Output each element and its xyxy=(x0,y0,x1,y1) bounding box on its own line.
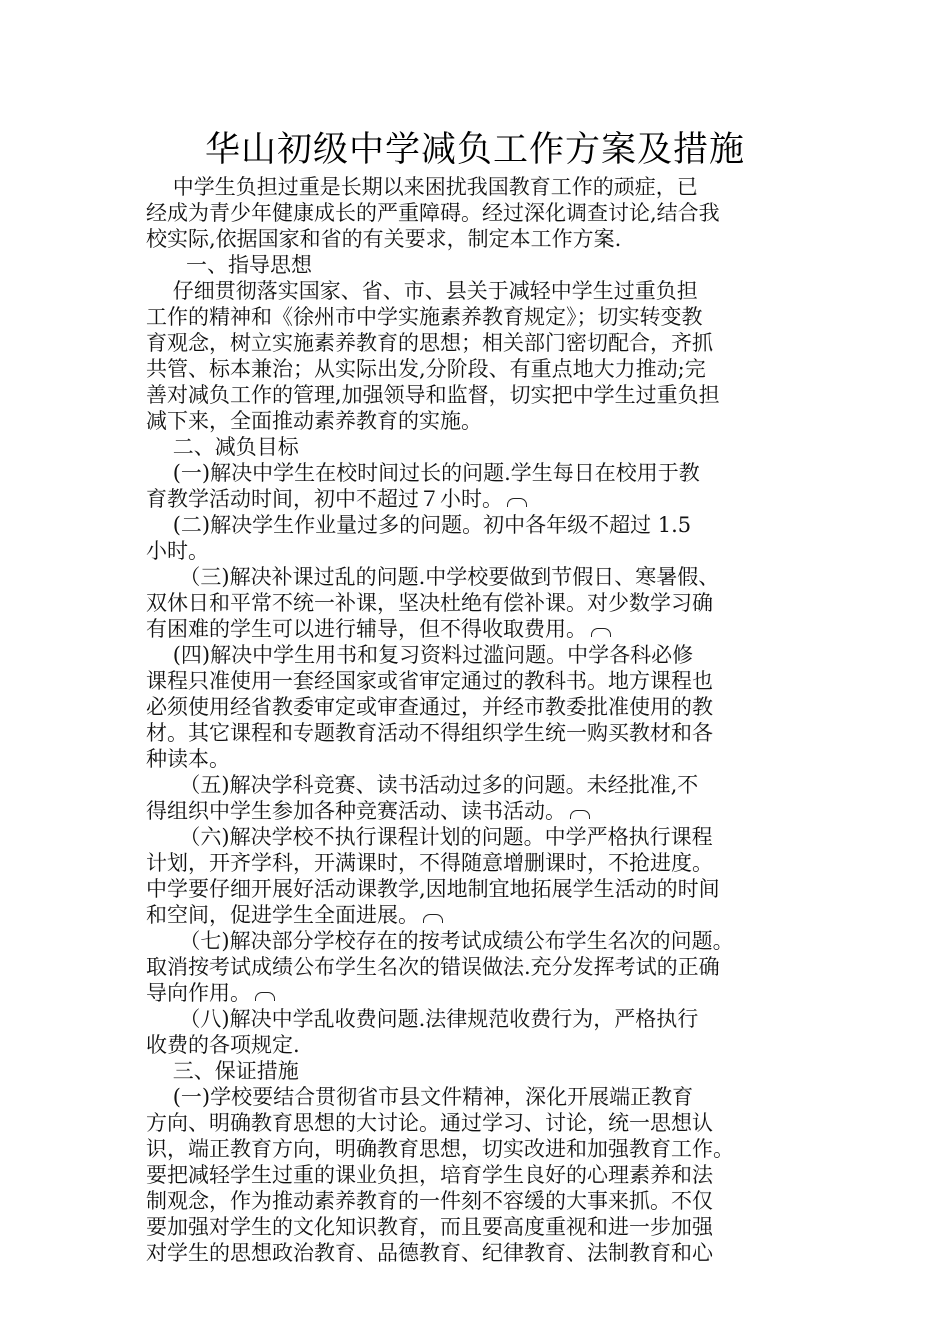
body-line-text: 三、保证措施 xyxy=(146,1059,299,1083)
body-line-text: (四)解决中学生用书和复习资料过滥问题。中学各科必修 xyxy=(146,643,694,667)
body-line xyxy=(146,460,818,486)
body-line xyxy=(146,1240,818,1266)
body-line-text: 共管、标本兼治；从实际出发,分阶段、有重点地大力推动;完 xyxy=(146,357,706,381)
body-line xyxy=(146,1006,818,1032)
body-line-text: 有困难的学生可以进行辅导，但不得收取费用。 xyxy=(146,617,587,641)
body-line-text: 得组织中学生参加各种竞赛活动、读书活动。 xyxy=(146,799,566,823)
body-line-text: 课程只准使用一套经国家或省审定通过的教科书。地方课程也 xyxy=(146,669,713,693)
body-line xyxy=(146,174,818,200)
body-line-text: 仔细贯彻落实国家、省、市、县关于减轻中学生过重负担 xyxy=(146,279,698,303)
body-line-text: （七)解决部分学校存在的按考试成绩公布学生名次的问题。 xyxy=(146,929,734,953)
body-line-text: (二)解决学生作业量过多的问题。初中各年级不超过 1.5 xyxy=(146,513,692,537)
body-line xyxy=(146,902,818,928)
body-line xyxy=(146,1084,818,1110)
body-line xyxy=(146,1110,818,1136)
body-line-text: 一、指导思想 xyxy=(146,253,313,277)
body-line-text: 制观念，作为推动素养教育的一件刻不容缓的大事来抓。不仅 xyxy=(146,1189,713,1213)
body-line xyxy=(146,1162,818,1188)
body-line-text: 要把减轻学生过重的课业负担，培育学生良好的心理素养和法 xyxy=(146,1163,713,1187)
body-line xyxy=(146,1188,818,1214)
body-line-text: (一)解决中学生在校时间过长的问题.学生每日在校用于教 xyxy=(146,461,700,485)
body-line xyxy=(146,928,818,954)
body-line xyxy=(146,590,818,616)
body-line-text: （六)解决学校不执行课程计划的问题。中学严格执行课程 xyxy=(146,825,713,849)
body-line-text: 中学要仔细开展好活动课教学,因地制宜地拓展学生活动的时间 xyxy=(146,877,720,901)
body-line-text: 育观念，树立实施素养教育的思想；相关部门密切配合，齐抓 xyxy=(146,331,713,355)
body-line-text: 对学生的思想政治教育、品德教育、纪律教育、法制教育和心 xyxy=(146,1241,713,1265)
body-line xyxy=(146,434,818,460)
body-line xyxy=(146,382,818,408)
body-line xyxy=(146,954,818,980)
body-line-text: 计划，开齐学科，开满课时，不得随意增删课时，不抢进度。 xyxy=(146,851,713,875)
document-title: 华山初级中学减负工作方案及措施 xyxy=(204,130,745,170)
body-line-text: 收费的各项规定. xyxy=(146,1033,300,1057)
editor-mark-icon xyxy=(423,914,443,923)
body-line-text: 取消按考试成绩公布学生名次的错误做法.充分发挥考试的正确 xyxy=(146,955,720,979)
body-line-text: 经成为青少年健康成长的严重障碍。经过深化调查讨论,结合我 xyxy=(146,201,720,225)
body-line-text: 育教学活动时间，初中不超过７小时。 xyxy=(146,487,503,511)
body-line xyxy=(146,486,818,512)
body-line xyxy=(146,876,818,902)
body-line xyxy=(146,824,818,850)
body-line xyxy=(146,616,818,642)
body-line-text: （八)解决中学乱收费问题.法律规范收费行为，严格执行 xyxy=(146,1007,699,1031)
body-line xyxy=(146,642,818,668)
body-line-text: 校实际,依据国家和省的有关要求，制定本工作方案. xyxy=(146,227,622,251)
body-line-text: 方向、明确教育思想的大讨论。通过学习、讨论，统一思想认 xyxy=(146,1111,713,1135)
body-line-text: 善对减负工作的管理,加强领导和监督，切实把中学生过重负担 xyxy=(146,383,720,407)
body-line xyxy=(146,538,818,564)
body-line xyxy=(146,564,818,590)
body-line-text: 种读本。 xyxy=(146,747,230,771)
body-line xyxy=(146,1214,818,1240)
body-line xyxy=(146,668,818,694)
editor-mark-icon xyxy=(570,810,590,819)
body-line-text: （三)解决补课过乱的问题.中学校要做到节假日、寒暑假、 xyxy=(146,565,720,589)
body-line-text: 小时。 xyxy=(146,539,209,563)
body-line xyxy=(146,798,818,824)
body-line xyxy=(146,850,818,876)
body-line xyxy=(146,408,818,434)
body-line xyxy=(146,980,818,1006)
editor-mark-icon xyxy=(507,498,527,507)
document-body xyxy=(146,174,818,1266)
body-line-text: 二、减负目标 xyxy=(146,435,299,459)
body-line-text: （五)解决学科竞赛、读书活动过多的问题。未经批准,不 xyxy=(146,773,699,797)
body-line xyxy=(146,356,818,382)
body-line xyxy=(146,304,818,330)
body-line xyxy=(146,720,818,746)
body-line xyxy=(146,746,818,772)
body-line xyxy=(146,772,818,798)
body-line-text: 识，端正教育方向，明确教育思想，切实改进和加强教育工作。 xyxy=(146,1137,734,1161)
body-line-text: (一)学校要结合贯彻省市县文件精神，深化开展端正教育 xyxy=(146,1085,694,1109)
body-line-text: 双休日和平常不统一补课，坚决杜绝有偿补课。对少数学习确 xyxy=(146,591,713,615)
body-line xyxy=(146,278,818,304)
body-line-text: 减下来，全面推动素养教育的实施。 xyxy=(146,409,482,433)
body-line-text: 要加强对学生的文化知识教育，而且要高度重视和进一步加强 xyxy=(146,1215,713,1239)
body-line xyxy=(146,694,818,720)
body-line-text: 必须使用经省教委审定或审查通过，并经市教委批准使用的教 xyxy=(146,695,713,719)
body-line-text: 材。其它课程和专题教育活动不得组织学生统一购买教材和各 xyxy=(146,721,713,745)
body-line-text: 工作的精神和《徐州市中学实施素养教育规定》；切实转变教 xyxy=(146,305,703,329)
body-line xyxy=(146,200,818,226)
body-line xyxy=(146,252,818,278)
editor-mark-icon xyxy=(591,628,611,637)
body-line-text: 和空间，促进学生全面进展。 xyxy=(146,903,419,927)
editor-mark-icon xyxy=(255,992,275,1001)
body-line xyxy=(146,1136,818,1162)
body-line xyxy=(146,226,818,252)
body-line xyxy=(146,330,818,356)
body-line-text: 导向作用。 xyxy=(146,981,251,1005)
body-line xyxy=(146,512,818,538)
body-line-text: 中学生负担过重是长期以来困扰我国教育工作的顽症，已 xyxy=(146,175,698,199)
body-line xyxy=(146,1058,818,1084)
body-line xyxy=(146,1032,818,1058)
